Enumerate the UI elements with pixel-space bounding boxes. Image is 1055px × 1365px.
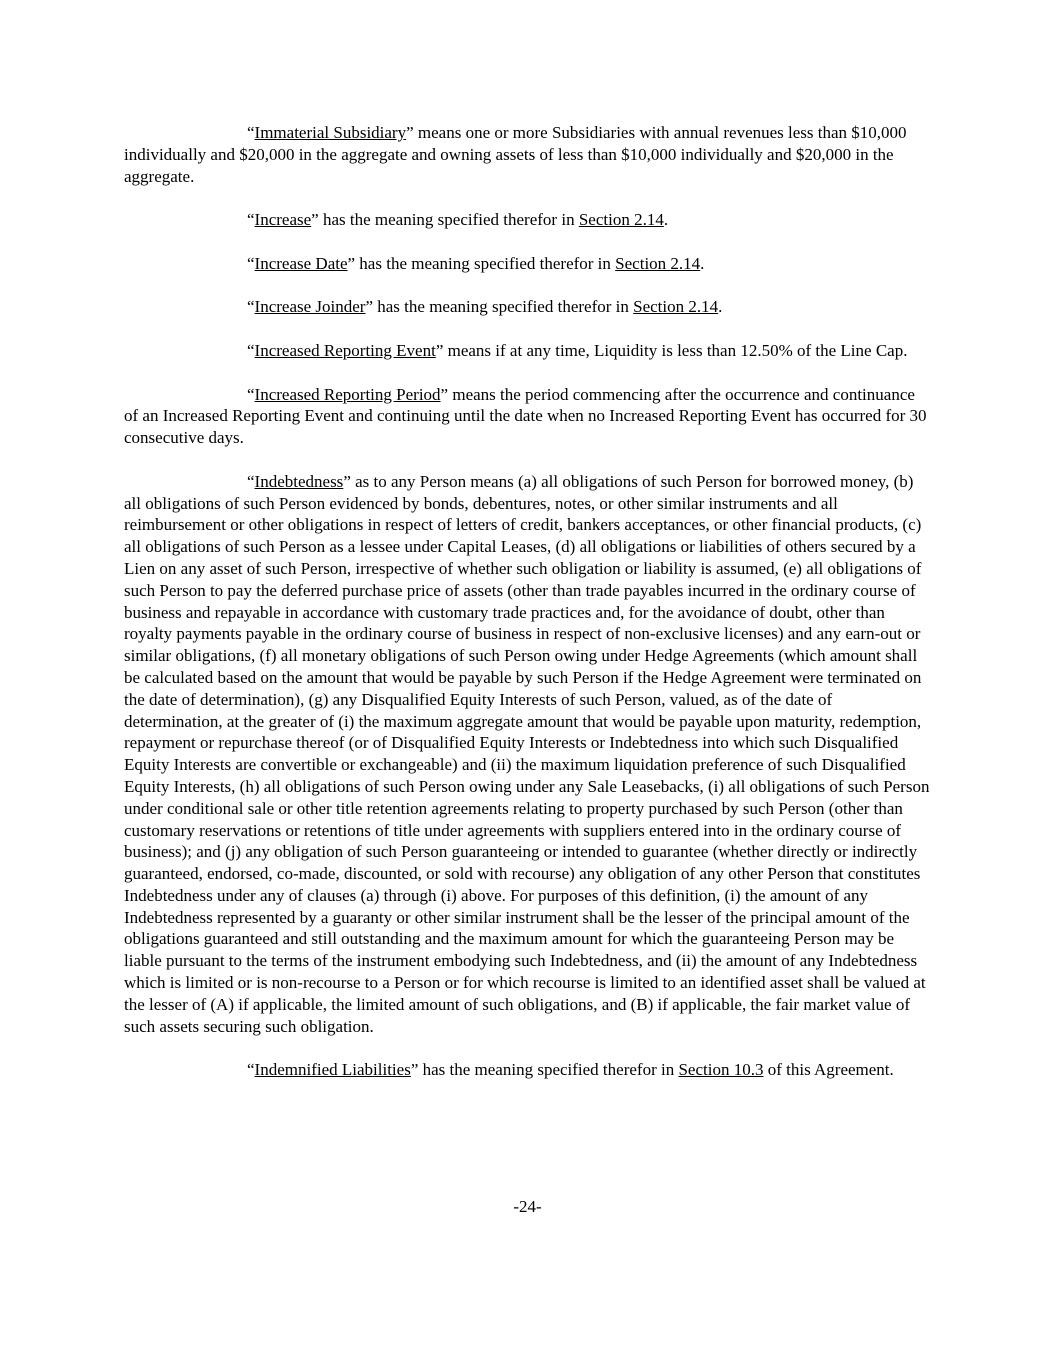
section-reference: Section 2.14	[578, 210, 664, 230]
open-quote: “	[247, 384, 255, 404]
paragraph-text: ” means if at any time, Liquidity is less than 12.50% of the Line Cap.	[435, 340, 908, 360]
open-quote: “	[247, 340, 255, 360]
open-quote: “	[247, 123, 255, 142]
paragraph-text: ” has the meaning specified therefor in	[347, 253, 616, 273]
defined-term: Increase Joinder	[254, 297, 366, 317]
open-quote: “	[247, 297, 255, 317]
open-quote: “	[247, 1060, 255, 1080]
section-reference: Section 2.14	[633, 297, 719, 317]
definition-paragraph	[124, 253, 930, 275]
paragraph-text: ” means one or more Subsidiaries with annual revenues less than $10,000 individually and $20,000 in the aggregate and owning assets of less than $10,000 individually and $20,000 in the aggregate.	[124, 123, 907, 186]
defined-term: Immaterial Subsidiary	[254, 123, 407, 142]
paragraph-text: ” as to any Person means (a) all obligations of such Person for borrowed money, (b) all obligations of such Person evidenced by bonds, debentures, notes, or other similar instruments and all reimbursement or other obligations in respect of letters of credit, bankers acceptances, or other financial products, (c) all obligations of such Person as a lessee under Capital Leases, (d) all obligations or liabilities of others secured by a Lien on any asset of such Person, irrespective of whether such obligation or liability is assumed, (e) all obligations of such Person to pay the deferred purchase price of assets (other than trade payables incurred in the ordinary course of business and repayable in accordance with customary trade practices and, for the avoidance of doubt, other than royalty payments payable in the ordinary course of business in respect of non-exclusive licenses) and any earn-out or similar obligations, (f) all monetary obligations of such Person owing under Hedge Agreements (which amount shall be calculated based on the amount that would be payable by such Person if the Hedge Agreement were terminated on the date of determination), (g) any Disqualified Equity Interests of such Person, valued, as of the date of determination, at the greater of (i) the maximum aggregate amount that would be payable upon maturity, redemption, repayment or repurchase thereof (or of Disqualified Equity Interests or Indebtedness into which such Disqualified Equity Interests are convertible or exchangeable) and (ii) the maximum liquidation preference of such Disqualified Equity Interests, (h) all obligations of such Person owing under any Sale Leasebacks, (i) all obligations of such Person under conditional sale or other title retention agreements relating to property purchased by such Person (other than customary reservations or retentions of title under agreements with suppliers entered into in the ordinary course of business); and (j) any obligation of such Person guaranteeing or intended to guarantee (whether directly or indirectly guaranteed, endorsed, co-made, discounted, or sold with recourse) any obligation of any other Person that constitutes Indebtedness under any of clauses (a) through (i) above. For purposes of this definition, (i) the amount of any Indebtedness represented by a guaranty or other similar instrument shall be the lesser of the principal amount of the obligations guaranteed and still outstanding and the maximum amount for which the guaranteeing Person may be liable pursuant to the terms of the instrument embodying such Indebtedness, and (ii) the amount of any Indebtedness which is limited or is non-recourse to a Person or for which recourse is limited to an identified asset shall be valued at the lesser of (A) if applicable, the limited amount of such obligations, and (B) if applicable, the fair market value of such assets securing such obligation.	[124, 471, 930, 1036]
defined-term: Increase	[254, 210, 312, 230]
page-number: -24-	[513, 1197, 542, 1216]
paragraph-text: ” has the meaning specified therefor in	[410, 1060, 679, 1080]
paragraph-text: .	[700, 253, 705, 273]
defined-term: Increased Reporting Period	[254, 384, 441, 404]
defined-term: Indebtedness	[254, 471, 344, 491]
paragraph-text: ” means the period commencing after the occurrence and continuance of an Increased Reporting Event and continuing until the date when no Increased Reporting Event has occurred for 30 consecutive days.	[124, 384, 927, 448]
paragraph-text: .	[663, 210, 669, 230]
paragraph-text: .	[718, 297, 723, 317]
open-quote: “	[247, 210, 255, 230]
paragraph-text: ” has the meaning specified therefor in	[311, 210, 579, 230]
definition-paragraph	[124, 1059, 930, 1081]
section-reference: Section 2.14	[615, 253, 701, 273]
defined-term: Increased Reporting Event	[254, 340, 436, 360]
open-quote: “	[247, 253, 255, 273]
open-quote: “	[247, 471, 255, 491]
paragraph-text: of this Agreement.	[763, 1060, 894, 1080]
definition-paragraph	[124, 209, 930, 231]
definition-paragraph	[124, 340, 930, 362]
definition-paragraph	[124, 296, 930, 318]
defined-term: Increase Date	[254, 253, 348, 273]
definition-paragraph	[124, 471, 930, 1038]
definition-paragraph	[124, 384, 930, 449]
paragraph-text: ” has the meaning specified therefor in	[365, 297, 634, 317]
defined-term: Indemnified Liabilities	[254, 1060, 411, 1080]
section-reference: Section 10.3	[678, 1060, 764, 1080]
definition-paragraph	[124, 122, 930, 187]
